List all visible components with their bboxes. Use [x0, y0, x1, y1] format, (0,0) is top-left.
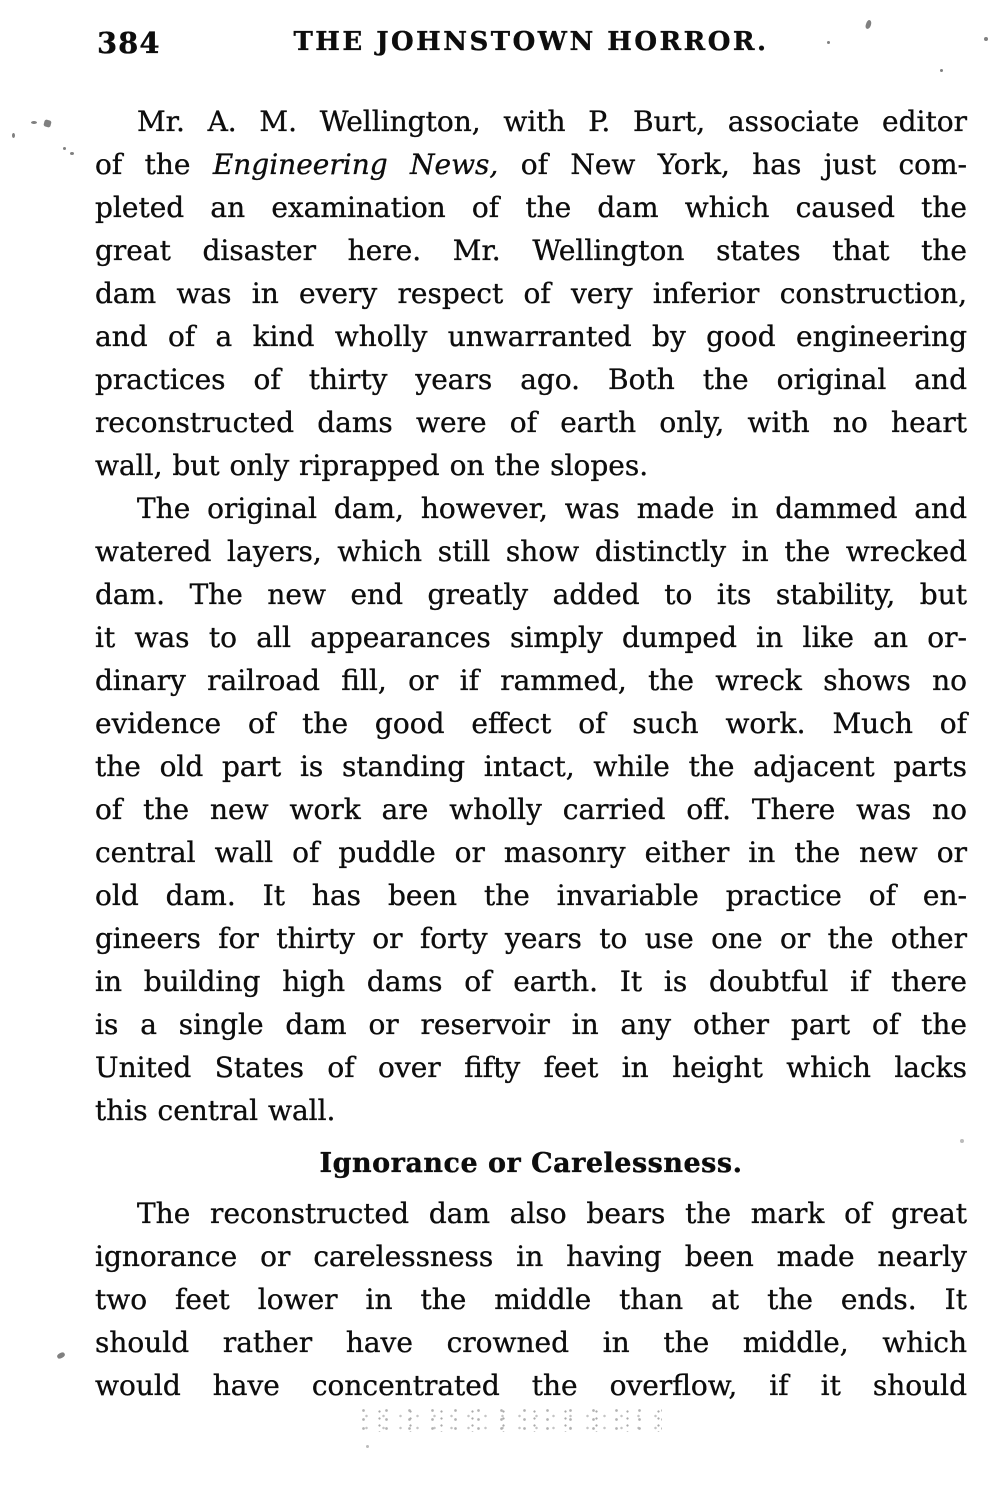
text-line: this central wall. [95, 1094, 336, 1127]
page-number: 384 [97, 26, 161, 60]
text-line: central wall of puddle or masonry either in the new or [95, 836, 967, 869]
text-line: pleted an examination of the dam which caused the [95, 191, 967, 224]
text-line: evidence of the good effect of such work. Much of [95, 707, 967, 740]
text-line: dam was in every respect of very inferior construction, [95, 277, 967, 310]
text-line: watered layers, which still show distinctly in the wrecked [95, 535, 967, 568]
text-line: The original dam, however, was made in dammed and [137, 492, 967, 525]
paragraph [95, 100, 967, 487]
text-line: of the Engineering News, of New York, has just com- [95, 148, 967, 181]
text-line: two feet lower in the middle than at the ends. It [95, 1283, 967, 1316]
text-line: United States of over fifty feet in height which lacks [95, 1051, 967, 1084]
text-line: and of a kind wholly unwarranted by good engineering [95, 320, 967, 353]
text-line: the old part is standing intact, while the adjacent parts [95, 750, 967, 783]
text-line: practices of thirty years ago. Both the original and [95, 363, 967, 396]
scan-artifact [43, 119, 52, 128]
text-line: dinary railroad fill, or if rammed, the wreck shows no [95, 664, 967, 697]
text-line: should rather have crowned in the middle, which [95, 1326, 967, 1359]
text-line: in building high dams of earth. It is doubtful if there [95, 965, 967, 998]
scan-artifact [56, 1351, 65, 1359]
text-line: is a single dam or reservoir in any other part of the [95, 1008, 967, 1041]
page-content [95, 26, 967, 1407]
text-line: ignorance or carelessness in having been made nearly [95, 1240, 967, 1273]
text-line: of the new work are wholly carried off. There was no [95, 793, 967, 826]
text-line: would have concentrated the overflow, if it should [95, 1369, 967, 1402]
scan-artifact [12, 133, 15, 138]
section-heading: Ignorance or Carelessness. [319, 1148, 743, 1179]
scan-artifact [63, 147, 66, 150]
scan-artifact [31, 121, 37, 124]
text-line: reconstructed dams were of earth only, with no heart [95, 406, 967, 439]
scan-artifact [366, 1445, 369, 1448]
paragraph [95, 487, 967, 1132]
scan-artifact [984, 37, 988, 41]
text-line: great disaster here. Mr. Wellington states that the [95, 234, 967, 267]
text-line: Mr. A. M. Wellington, with P. Burt, associate editor [137, 105, 967, 138]
scan-artifact [940, 69, 943, 72]
text-line: wall, but only riprapped on the slopes. [95, 449, 649, 482]
text-line: The reconstructed dam also bears the mark of great [137, 1197, 967, 1230]
text-line: it was to all appearances simply dumped in like an or- [95, 621, 967, 654]
scan-artifact [960, 1139, 964, 1143]
paragraph [95, 1192, 967, 1407]
text-line: dam. The new end greatly added to its stability, but [95, 578, 967, 611]
page-header [95, 26, 967, 64]
text-line: old dam. It has been the invariable practice of en- [95, 879, 967, 912]
page-text [95, 100, 967, 1407]
running-title: THE JOHNSTOWN HORROR. [293, 27, 769, 57]
scan-artifact [827, 41, 830, 44]
scan-smudge [352, 1406, 662, 1432]
scan-artifact [70, 152, 74, 155]
text-line: gineers for thirty or forty years to use one or the other [95, 922, 967, 955]
